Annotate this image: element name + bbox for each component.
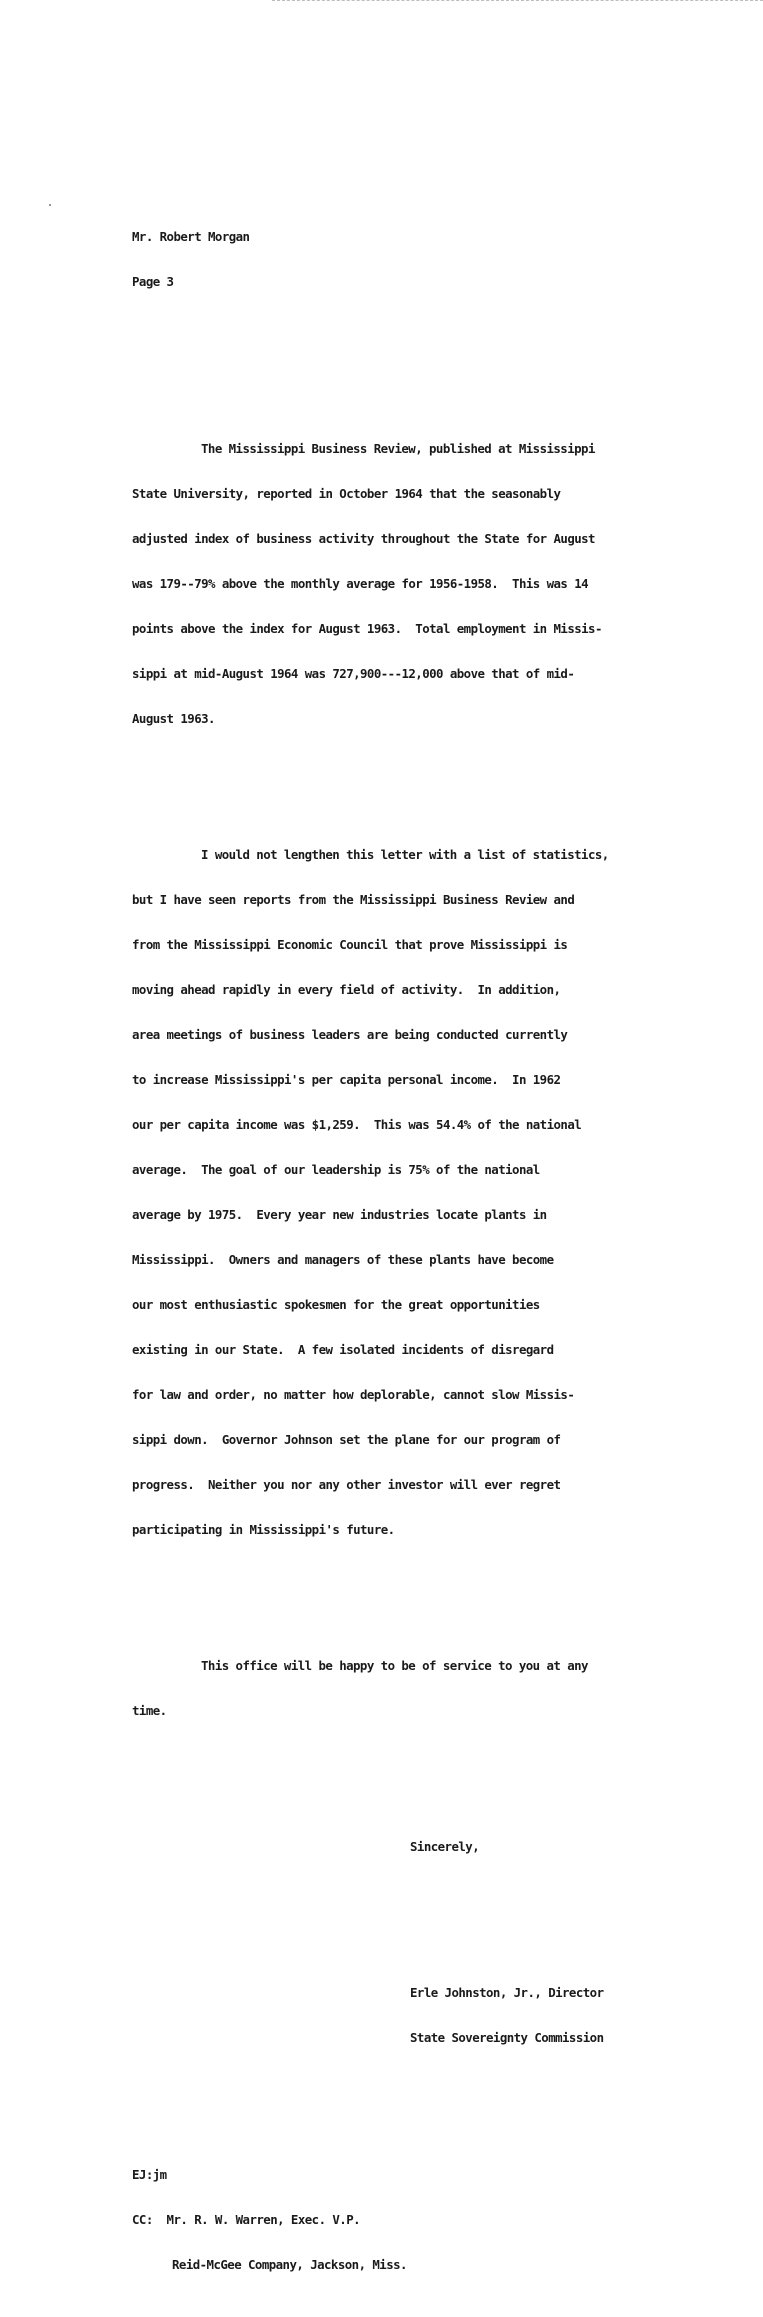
reference-block bbox=[132, 2137, 652, 2302]
signature-block bbox=[132, 1955, 652, 2075]
paragraph-line: sippi at mid-August 1964 was 727,900---12,000 above that of mid- bbox=[132, 666, 575, 681]
paragraph-2 bbox=[132, 817, 652, 1567]
scan-speck bbox=[49, 204, 51, 206]
paragraph-line: area meetings of business leaders are being conducted currently bbox=[132, 1027, 568, 1042]
addressee-line: Mr. Robert Morgan bbox=[132, 229, 250, 244]
signer-name: Erle Johnston, Jr., Director bbox=[410, 1985, 604, 2000]
paragraph-line: The Mississippi Business Review, published at Mississippi bbox=[201, 441, 595, 456]
paragraph-line: for law and order, no matter how deplorable, cannot slow Missis- bbox=[132, 1387, 575, 1402]
letter-header bbox=[132, 199, 652, 319]
paragraph-line: average by 1975. Every year new industries locate plants in bbox=[132, 1207, 547, 1222]
paragraph-line: our most enthusiastic spokesmen for the great opportunities bbox=[132, 1297, 540, 1312]
paragraph-1 bbox=[132, 411, 652, 756]
cc-line-1: CC: Mr. R. W. Warren, Exec. V.P. bbox=[132, 2212, 361, 2227]
paragraph-line: moving ahead rapidly in every field of activity. In addition, bbox=[132, 982, 561, 997]
paragraph-line: adjusted index of business activity throughout the State for August bbox=[132, 531, 595, 546]
paragraph-line: time. bbox=[132, 1703, 167, 1718]
top-edge-rule bbox=[272, 0, 763, 1]
paragraph-line: I would not lengthen this letter with a list of statistics, bbox=[201, 847, 609, 862]
paragraph-line: progress. Neither you nor any other investor will ever regret bbox=[132, 1477, 561, 1492]
paragraph-line: participating in Mississippi's future. bbox=[132, 1522, 395, 1537]
paragraph-line: This office will be happy to be of service to you at any bbox=[201, 1658, 588, 1673]
paragraph-line: but I have seen reports from the Mississippi Business Review and bbox=[132, 892, 575, 907]
closing-salutation: Sincerely, bbox=[410, 1839, 480, 1854]
paragraph-line: points above the index for August 1963. Total employment in Missis- bbox=[132, 621, 602, 636]
typist-initials: EJ:jm bbox=[132, 2167, 167, 2182]
paragraph-line: average. The goal of our leadership is 75% of the national bbox=[132, 1162, 540, 1177]
paragraph-line: from the Mississippi Economic Council that prove Mississippi is bbox=[132, 937, 568, 952]
closing-block bbox=[132, 1809, 652, 1884]
page-number-line: Page 3 bbox=[132, 274, 174, 289]
paragraph-line: Mississippi. Owners and managers of these plants have become bbox=[132, 1252, 554, 1267]
paragraph-line: our per capita income was $1,259. This was 54.4% of the national bbox=[132, 1117, 582, 1132]
paragraph-3 bbox=[132, 1628, 652, 1748]
paragraph-line: was 179--79% above the monthly average for 1956-1958. This was 14 bbox=[132, 576, 589, 591]
paragraph-line: to increase Mississippi's per capita personal income. In 1962 bbox=[132, 1072, 561, 1087]
letter-page bbox=[132, 169, 652, 2317]
paragraph-line: State University, reported in October 1964 that the seasonably bbox=[132, 486, 561, 501]
paragraph-line: existing in our State. A few isolated incidents of disregard bbox=[132, 1342, 554, 1357]
paragraph-line: August 1963. bbox=[132, 711, 215, 726]
cc-line-2: Reid-McGee Company, Jackson, Miss. bbox=[172, 2257, 407, 2272]
paragraph-line: sippi down. Governor Johnson set the plane for our program of bbox=[132, 1432, 561, 1447]
signer-title: State Sovereignty Commission bbox=[410, 2030, 604, 2045]
